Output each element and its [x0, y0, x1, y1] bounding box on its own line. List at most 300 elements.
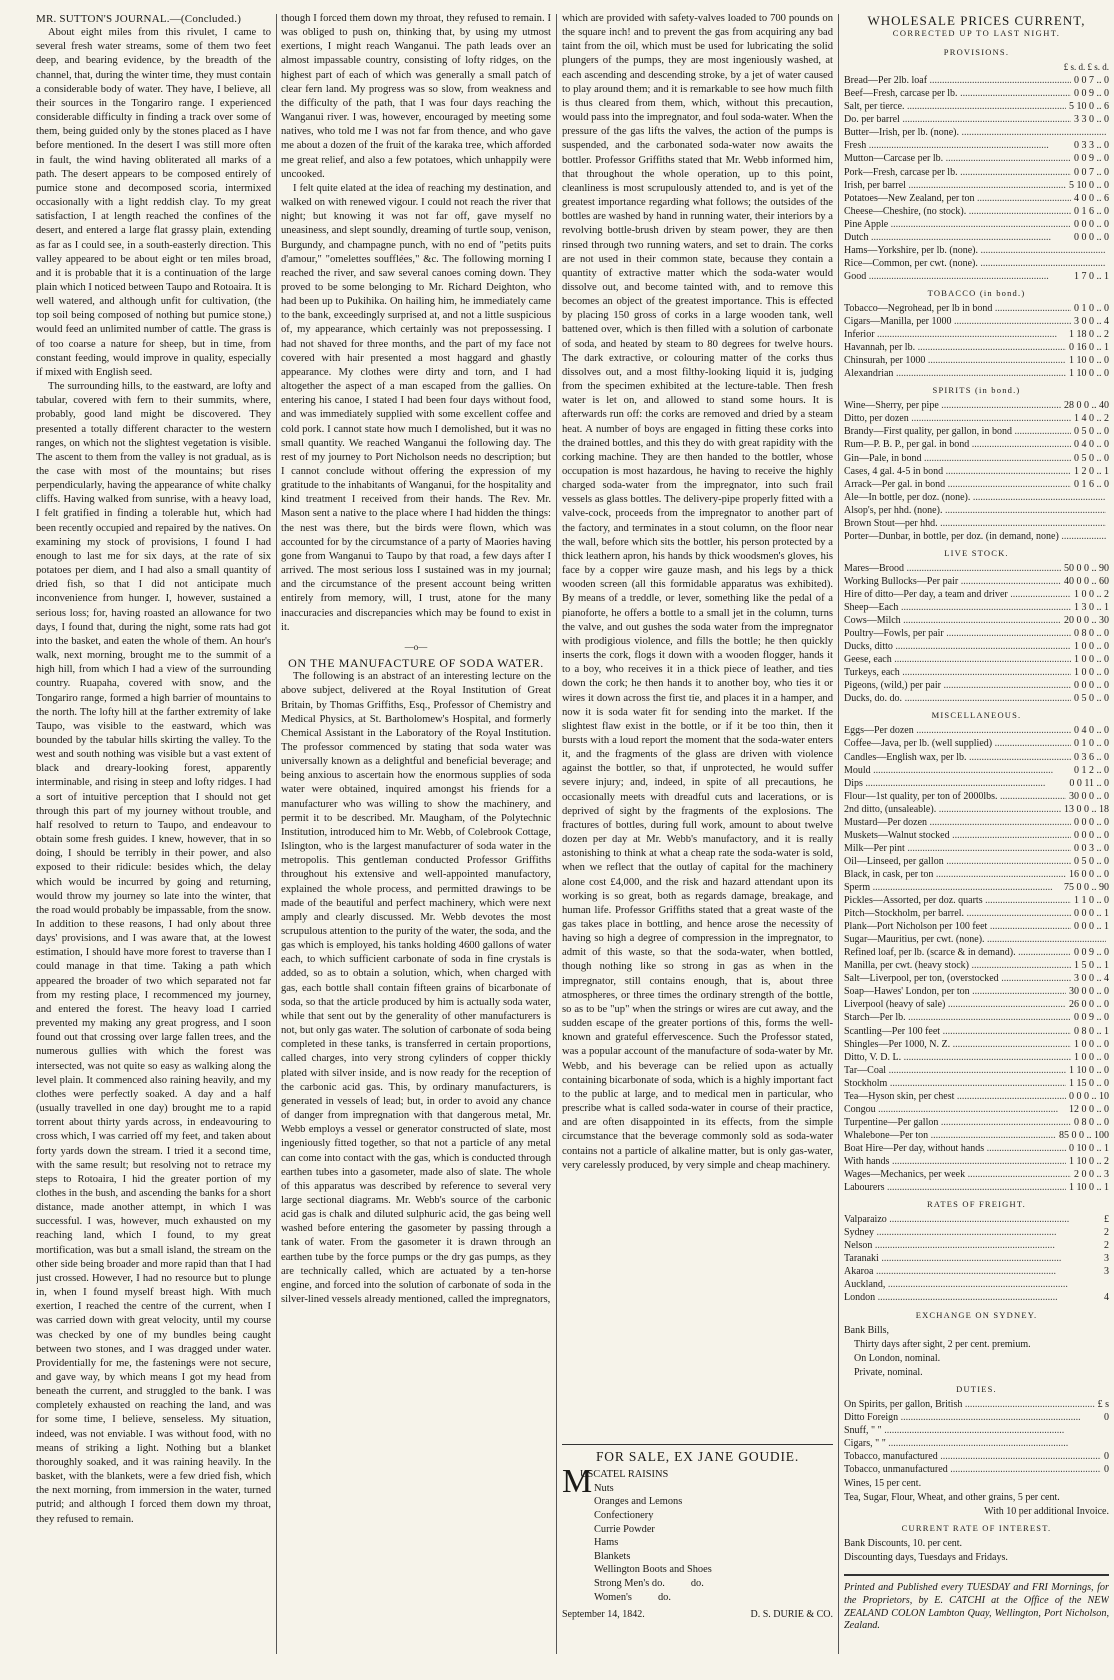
price-value: 1 0 0 .. 2: [1074, 588, 1109, 600]
price-item: Pork—Fresh, carcase per lb. .....: [844, 166, 1071, 179]
publisher-imprint: Printed and Published every TUESDAY and FRI Mornings, for the Proprietors, by E. CATCHI at the Office of the NEW ZEALAND COLON Lambton Quay, Wellington, Port Nicholson, Zealand.: [844, 1574, 1109, 1632]
advert-body: [562, 1463, 833, 1604]
price-row: [844, 751, 1109, 764]
price-value: 5 10 0 .. 0: [1069, 179, 1109, 191]
price-row: [844, 640, 1109, 653]
price-row: [844, 881, 1109, 894]
price-value: 4: [1104, 1292, 1109, 1304]
price-row: [844, 946, 1109, 959]
article-paragraph: I felt quite elated at the idea of reaching my destination, and walked on with renewed vigour. I could not reach the river that night; but knowing it was not far off, gave myself no uneasiness, and slept soundly, dreaming of turtle soup, venison, Burgundy, and champagne punch, with no end of "petits puits d'amour," "omelettes soufflées," &c. The following morning I reached the river, and saw several canoes coming down. They proved to be some belonging to Mr. Richard Deighton, who had been up to Pukihika. On hailing him, he immediately came to the bank, exceedingly surprised at, and not a little suspicious of, my appearance, which certainly was not prepossessing. I had not shaved for three months, and the part of my face not covered with hair presented a most haggard and ghastly appearance. My clothes were dirty and torn, and I had altogether the aspect of a man escaped from the gallies. On entering his canoe, I stated I had been four days without food, and was immediately supplied with some excellent coffee and cold pork. I cannot state how much I demolished, but it was no small quantity. We reached Wanganui the following day. The rest of my journey to Port Nicholson needs no description; but I cannot conclude without offering the expression of my gratitude to the inhabitants of Wanganui, for the hospitality and kind treatment I received from their hands. The Rev. Mr. Mason sent a native to the place where I had hidden the things: the nest was there, but the birds were flown, which was accounted for by the circumstance of a party of Maories having gone from Wanganui to Taupo by that road, a few days after I arrived. The most serious loss I sustained was in my journal; and the circumstance of the present account being written entirely from memory, will, I trust, atone for the many inaccuracies and discrepancies which may be found to exist in it.: [281, 182, 551, 633]
advert-item: Confectionery: [594, 1509, 654, 1521]
price-value: 3: [1104, 1253, 1109, 1265]
price-item: Pine Apple .....: [844, 218, 1071, 231]
price-row: [844, 692, 1109, 705]
price-row: [844, 575, 1109, 588]
advert-title: FOR SALE, EX JANE GOUDIE.: [562, 1444, 833, 1464]
price-row: [844, 601, 1109, 614]
price-row: [844, 205, 1109, 218]
price-row: [844, 244, 1109, 257]
price-row: [844, 1077, 1109, 1090]
price-item: Candles—English wax, per lb. .....: [844, 751, 1071, 764]
price-item: Mares—Brood .....: [844, 562, 1061, 575]
price-value: 0 0 3 .. 0: [1074, 842, 1109, 854]
price-item: Plank—Port Nicholson per 100 feet .....: [844, 920, 1071, 933]
price-item: Tobacco—Negrohead, per lb in bond .....: [844, 302, 1071, 315]
price-row: [844, 998, 1109, 1011]
article-title: MR. SUTTON'S JOURNAL.—(Concluded.): [36, 13, 242, 25]
price-item: Beef—Fresh, carcase per lb. .....: [844, 87, 1071, 100]
price-value: 0 4 0 .. 0: [1074, 439, 1109, 451]
column-rule: [556, 14, 557, 1654]
price-item: Ale—In bottle, per doz. (none). .....: [844, 491, 1106, 504]
price-value: 0: [1104, 1464, 1109, 1476]
price-value: [1106, 530, 1109, 543]
price-item: Brandy—First quality, per gallon, in bond .....: [844, 425, 1071, 438]
price-value: 0 0 9 .. 0: [1074, 947, 1109, 959]
price-row: [844, 1424, 1109, 1437]
price-row: [844, 1213, 1109, 1226]
price-row: [844, 452, 1109, 465]
price-item: Milk—Per pint .....: [844, 842, 1071, 855]
price-item: Valparaizo .....: [844, 1213, 1069, 1226]
price-item: Porter—Dunbar, in bottle, per doz. (in demand, none) .....: [844, 530, 1106, 543]
price-row: [844, 959, 1109, 972]
price-row: [844, 1116, 1109, 1129]
price-item: Manilla, per cwt. (heavy stock) .....: [844, 959, 1071, 972]
price-value: 0 5 0 .. 0: [1074, 452, 1109, 464]
advert-item: Strong Men's do. do.: [594, 1577, 704, 1589]
prices-title: WHOLESALE PRICES CURRENT,: [867, 13, 1086, 28]
price-row: [844, 1398, 1109, 1411]
price-value: [1106, 504, 1109, 517]
price-row: [844, 1291, 1109, 1304]
exchange-line: Private, nominal.: [854, 1366, 923, 1378]
price-item: Irish, per barrel .....: [844, 179, 1066, 192]
price-value: 2: [1104, 1227, 1109, 1239]
price-value: 2 0 0 .. 3: [1074, 1169, 1109, 1181]
price-value: 3 0 0 .. 4: [1074, 316, 1109, 328]
price-row: [844, 868, 1109, 881]
price-item: Cows—Milch .....: [844, 614, 1061, 627]
price-value: 0 0 0 .. 0: [1074, 218, 1109, 230]
price-row: [844, 139, 1109, 152]
price-row: [844, 724, 1109, 737]
price-row: [844, 1090, 1109, 1103]
prices-current-column: [844, 12, 1109, 1674]
price-item: Tea—Hyson skin, per chest .....: [844, 1090, 1066, 1103]
price-row: [844, 1226, 1109, 1239]
price-row: [844, 933, 1109, 946]
price-item: Tar—Coal .....: [844, 1064, 1066, 1077]
price-row: [844, 166, 1109, 179]
price-item: Working Bullocks—Per pair .....: [844, 575, 1061, 588]
price-row: [844, 87, 1109, 100]
price-item: Potatoes—New Zealand, per ton .....: [844, 192, 1071, 205]
column-3: [562, 12, 833, 1674]
price-value: 40 0 0 .. 60: [1064, 575, 1109, 587]
price-item: Alsop's, per hhd. (none). .....: [844, 504, 1106, 517]
price-value: 0 4 0 .. 0: [1074, 725, 1109, 737]
price-item: Mustard—Per dozen .....: [844, 816, 1071, 829]
price-value: 0 0 0 .. 1: [1074, 921, 1109, 933]
price-value: [1106, 126, 1109, 139]
soda-water-continued: [562, 12, 833, 1442]
price-value: 28 0 0 .. 40: [1064, 400, 1109, 412]
price-item: Mutton—Carcase per lb. .....: [844, 152, 1071, 165]
price-item: Akaroa .....: [844, 1265, 1056, 1278]
miscellaneous-list: [844, 724, 1109, 1194]
price-item: Congou .....: [844, 1103, 1058, 1116]
price-value: 0 0 7 .. 0: [1074, 166, 1109, 178]
price-value: 5 10 0 .. 6: [1069, 101, 1109, 113]
price-value: 1 0 0 .. 0: [1074, 641, 1109, 653]
price-item: Boat Hire—Per day, without hands .....: [844, 1142, 1066, 1155]
price-row: [844, 517, 1109, 530]
price-item: Dips .....: [844, 777, 1045, 790]
price-row: [844, 1064, 1109, 1077]
price-value: 1 2 0 .. 1: [1074, 465, 1109, 477]
price-row: [844, 530, 1109, 543]
price-value: 0 0 0 .. 0: [1074, 231, 1109, 243]
price-value: 0 3 6 .. 0: [1074, 751, 1109, 763]
price-value: 1 15 0 .. 0: [1069, 1077, 1109, 1089]
price-row: [844, 412, 1109, 425]
price-row: [844, 614, 1109, 627]
price-value: 1 1 0 .. 0: [1074, 895, 1109, 907]
price-value: 0: [1104, 1450, 1109, 1462]
price-item: Ducks, do. do. .....: [844, 692, 1071, 705]
price-row: [844, 1129, 1109, 1142]
column-2: [281, 12, 551, 1674]
price-row: [844, 367, 1109, 380]
price-item: Inferior .....: [844, 328, 1057, 341]
price-row: [844, 231, 1109, 244]
price-value: 3 3 0 .. 0: [1074, 114, 1109, 126]
price-row: [844, 152, 1109, 165]
price-item: Shingles—Per 1000, N. Z. .....: [844, 1038, 1071, 1051]
article-paragraph: About eight miles from this rivulet, I came to several fresh water streams, some of them two feet deep, and bearing evidence, by the breadth of the channel, that, during the winter time, they must contain a considerable body of water. They have, I believe, all their sources in the Tongariro range. I experienced considerable difficulty in finding a track over some of them, being guided only by the stones placed as I have before mentioned. In the desert I was still more often in fault, the wind having obliterated all marks of a path. The desert appears to be composed entirely of pumice stone and decomposed scoria, intermixed occasionally with a light reddish clay. To my great satisfaction, I at length reached the confines of the desert, and entered a large flat grassy plain, extending as far as I could see, in a south-easterly direction. This valley appeared to be about eight or ten miles broad, and it is probable that it is a continuation of the large plain which I noticed between Taupo and Rotoaira. It is well watered, and although unfit for cultivation, (the top soil being composed of nothing but pumice stone,) would feed an unlimited number of cattle. The grass is of too coarse a nature for sheep, but in time, from constant feeding, would improve in quality, especially if mixed with English seed.: [36, 27, 271, 378]
duties-note: Tea, Sugar, Flour, Wheat, and other grains, 5 per cent.: [844, 1492, 1060, 1504]
price-item: Bread—Per 2lb. loaf .....: [844, 74, 1071, 87]
price-row: [844, 113, 1109, 126]
section-separator: —o—: [404, 641, 428, 652]
price-row: [844, 126, 1109, 139]
price-value: [1106, 244, 1109, 257]
price-row: [844, 341, 1109, 354]
price-item: Good .....: [844, 270, 1049, 283]
price-value: [1106, 491, 1109, 504]
price-value: [1106, 1278, 1109, 1291]
price-row: [844, 855, 1109, 868]
advert-item: Wellington Boots and Shoes: [594, 1564, 712, 1576]
tobacco-list: [844, 302, 1109, 380]
price-item: Ducks, ditto .....: [844, 640, 1071, 653]
price-row: [844, 894, 1109, 907]
price-row: [844, 425, 1109, 438]
price-item: Havannah, per lb. .....: [844, 341, 1066, 354]
price-row: [844, 842, 1109, 855]
price-value: 0 0 11 .. 0: [1069, 777, 1109, 789]
price-value: 0 0 0 .. 1: [1074, 908, 1109, 920]
provisions-list: [844, 74, 1109, 283]
advert-item: Oranges and Lemons: [594, 1496, 683, 1508]
price-item: Alexandrian .....: [844, 367, 1066, 380]
price-row: [844, 1437, 1109, 1450]
price-item: Cheese—Cheshire, (no stock). .....: [844, 205, 1071, 218]
price-row: [844, 1168, 1109, 1181]
column-rule: [276, 14, 277, 1654]
price-item: Pickles—Assorted, per doz. quarts .....: [844, 894, 1071, 907]
column-rule: [838, 14, 839, 1654]
price-row: [844, 829, 1109, 842]
price-row: [844, 920, 1109, 933]
price-row: [844, 562, 1109, 575]
spirits-list: [844, 399, 1109, 543]
price-value: 0 1 2 .. 0: [1074, 764, 1109, 776]
price-item: Gin—Pale, in bond .....: [844, 452, 1071, 465]
price-row: [844, 1155, 1109, 1168]
price-item: London .....: [844, 1291, 1058, 1304]
price-row: [844, 504, 1109, 517]
price-value: 0 0 0 .. 0: [1074, 829, 1109, 841]
price-row: [844, 816, 1109, 829]
price-item: Cigars—Manilla, per 1000 .....: [844, 315, 1071, 328]
price-value: 1 0 0 .. 0: [1074, 654, 1109, 666]
article-paragraph: The following is an abstract of an interesting lecture on the above subject, delivered at the Royal Institution of Great Britain, by Thomas Griffiths, Esq., Professor of Chemistry and Medical Physics, at St. Bartholomew's Hospital, and formerly Chemical Assistant in the Laboratory of the Royal Institution. The professor commenced by stating that soda water was universally known as a delightful and beneficial beverage; and being anxious to ascertain how the enormous supplies of soda water were obtained, inquired amongst his friends for a manufacturer who was willing to show the machinery, and permit it to be described. Mr. Maugham, of the Polytechnic Institution, introduced him to Mr. Webb, of Colebrook Cottage, Islington, who is the largest manufacturer of soda water in the metropolis. This gentleman conducted Professor Griffiths throughout his extensive and well-appointed manufactory, explained the whole process, and permitted drawings to be made of the beautiful and perfect machinery, which were next amply and clearly discussed. Mr. Webb devotes the most scrupulous attention to the purity of the water, the soda, and the gas which is employed, his tanks holding 4600 gallons of water each, to which sufficient carbonate of soda in fine crystals is added, so as to obtain a solution, which, when charged with gas, each bottle shall contain fifteen grains of bicarbonate of soda, so that the article produced by him is actually soda water, while that sent out by the generality of other manufacturers is not, but only gas water. The solution of carbonate of soda being completed in these tanks, is transferred in certain proportions, called charges, into very strong cylinders of copper thickly plated with silver inside, and is now ready for the reception of the carbonic acid gas. This, by ordinary manufacturers, is generated in vessels of lead; but, in order to avoid any chance of danger from impregnation with that dangerous metal, Mr. Webb employs a vessel or generator constructed of slate, most ingeniously fitted together, so that not a particle of any metal can come into contact with the gas, which is conducted through earthen tubes into a gasometer, made also of slate. The whole of this apparatus was described by reference to several very large sectional diagrams. Mr. Webb's source of the carbonic acid gas is chalk and diluted sulphuric acid, the gas being well washed before entering the gasometer by passing through a tank of water. From the gasometer it is drawn through an earthen tube by the force pumps or the dry gas pumps, as they are technically called, which are actuated by a ten-horse engine, and forced into the solution of carbonate of soda in the silver-lined vessels already mentioned, called the impregnators,: [281, 671, 551, 1306]
advert-firm: D. S. DURIE & CO.: [750, 1609, 833, 1621]
exchange-line: Bank Bills,: [844, 1324, 890, 1336]
price-item: Oil—Linseed, per gallon .....: [844, 855, 1071, 868]
price-row: [844, 354, 1109, 367]
price-row: [844, 790, 1109, 803]
for-sale-advert: [562, 1444, 833, 1622]
price-item: Sugar—Mauritius, per cwt. (none). .....: [844, 933, 1106, 946]
section-heading: EXCHANGE ON SYDNEY.: [915, 1309, 1038, 1320]
duties-note: Wines, 15 per cent.: [844, 1478, 922, 1490]
price-item: Fresh .....: [844, 139, 1049, 152]
section-heading: MISCELLANEOUS.: [931, 710, 1022, 721]
price-item: Rum—P. B. P., per gal. in bond .....: [844, 438, 1071, 451]
price-row: [844, 100, 1109, 113]
price-value: 30 0 0 .. 0: [1069, 986, 1109, 998]
price-item: Stockholm .....: [844, 1077, 1066, 1090]
price-row: [844, 627, 1109, 640]
price-item: Wages—Mechanics, per week .....: [844, 1168, 1071, 1181]
price-item: Do. per barrel .....: [844, 113, 1071, 126]
price-row: [844, 588, 1109, 601]
price-item: With hands .....: [844, 1155, 1066, 1168]
price-row: [844, 257, 1109, 270]
soda-water-heading: ON THE MANUFACTURE OF SODA WATER.: [288, 656, 544, 671]
price-row: [844, 1411, 1109, 1424]
price-value: [1106, 1437, 1109, 1450]
price-value: 3: [1104, 1266, 1109, 1278]
price-value: 0 8 0 .. 1: [1074, 1025, 1109, 1037]
price-row: [844, 179, 1109, 192]
price-item: Auckland, .....: [844, 1278, 1068, 1291]
price-item: Pitch—Stockholm, per barrel. .....: [844, 907, 1071, 920]
price-value: 0 8 0 .. 0: [1074, 1116, 1109, 1128]
price-value: 0 0 0 .. 0: [1074, 680, 1109, 692]
price-row: [844, 777, 1109, 790]
price-value: 50 0 0 .. 90: [1064, 562, 1109, 574]
price-item: Geese, each .....: [844, 653, 1071, 666]
price-row: [844, 399, 1109, 412]
section-heading: PROVISIONS.: [943, 47, 1010, 58]
price-item: Refined loaf, per lb. (scarce & in demand). .....: [844, 946, 1071, 959]
price-item: Starch—Per lb. .....: [844, 1011, 1071, 1024]
price-item: Butter—Irish, per lb. (none). .....: [844, 126, 1106, 139]
price-item: Nelson .....: [844, 1239, 1055, 1252]
price-row: [844, 1181, 1109, 1194]
price-value: 4 0 0 .. 6: [1074, 192, 1109, 204]
price-row: [844, 1265, 1109, 1278]
price-row: [844, 1011, 1109, 1024]
duties-note: With 10 per additional Invoice.: [984, 1506, 1109, 1518]
price-value: 0 0 0 .. 0: [1074, 816, 1109, 828]
price-value: 30 0 0 .. 0: [1069, 790, 1109, 802]
price-row: [844, 1038, 1109, 1051]
price-row: [844, 192, 1109, 205]
price-value: 1 7 0 .. 1: [1074, 270, 1109, 282]
price-value: 0 5 0 .. 0: [1074, 693, 1109, 705]
price-row: [844, 679, 1109, 692]
article-paragraph: The surrounding hills, to the eastward, are lofty and tabular, covered with fern to their summits, where, probably, good land might be discovered. They presented a totally different character to the western ranges, on which not the slightest vegetation is visible. The ascent to them from the valley is not gradual, as is the case with most of the mountains; but rises perpendicularly, having the appearance of white chalky cliffs. Having walked from sunrise, with a heavy load, I felt gratified in finding a tolerable hut, which had been recently occupied and repaired by the natives. On examining my stock of provisions, I found I had enough to last me for six days, at the rate of six potatoes per diem, and I had also a small quantity of dried fish, so that I did not anticipate much inconvenience from hunger. I, however, sustained a serious loss; for, having roasted an allowance for two days, I found that, during the night, some rats had got into the basket, and eaten the whole of them. An hour's walk, next morning, brought me to the summit of a high hill, from which I had a view of the surrounding country. Ruapaha, covered with snow, and the Tongariro range, formed a high barrier of mountains to the north. The lofty hill at the farther extremity of lake Taupo, was visible to the eastward, which was bounded by the tabular hills skirting the valley. To the west and south nothing was visible but a vast extent of black and dreary-looking forest, apparently interminable, and rising in steep and lofty ridges. I had a sort of intuitive perception that I should not get through this part of my journey without trouble, and half resolved to return to Taupo, and endeavour to obtain some fresh guides. I knew, however, that in so doing, I should be terribly in their power, and also exposed to their ridicule: besides which, the delay which would be incurred by going and returning, would throw my journey so late into the winter, that the road would probably be impassable, from the snow. In addition to these reasons, I had only about three days' provisions, and I was aware that, at the lowest estimation, I should have more forest to traverse than I could manage in that time. Taking a path which appeared the broader of two which separated not far from my resting place, I recommenced my journey, and entered the forest. The heavy load I carried prevented my making any great progress, and I soon found out that crossing over large fallen trees, and the numerous gullies with which the forest was intersected, was not quite so easy as walking along the level plain. It commenced also raining heavily, and my clothes were perfectly soaked. A day and a half (usually travelled in one day) brought me to a rapid torrent about thirty yards across, in endeavouring to cross which, I was carried off my feet, and taken about forty yards down the stream. I tried it a second time, with the same result; but resolving not to retrace my steps to Rotoaira, I hid the greater portion of my clothes in the bush, and ascending the banks for a short distance, made another attempt, in which I was successful. I was, however, much exhausted on my reaching land, which I found, to my great mortification, was but a small island, the stream on the other side being broader and more rapid than that I had just crossed. However, I had no resource but to plunge in, when I found myself breast high. With much exertion, I reached the centre of the current, when I was carried down with great velocity, until my course was checked by one of my bundles being caught between two stones, and I was dragged under water. Providentially for me, the fastenings were not secure, and gave way, by which means I got my head from beneath the current, and struggled to the bank. I was completely exhausted on reaching the land, and was for some time, I believe, senseless. My situation, indeed, was not enviable. I was without food, with no means of striking a light. Nothing but a blanket thoroughly soaked, and it was raining heavily. In the basket, with the blankets, were a few dried fish, which the next morning, from immersion in the water, turned putrid; and although I forced them down my throat, they refused to remain.: [36, 381, 271, 1525]
price-item: Rice—Common, per cwt. (none). .....: [844, 257, 1106, 270]
advert-date: September 14, 1842.: [562, 1609, 645, 1621]
price-value: 1 0 0 .. 0: [1074, 1038, 1109, 1050]
interest-line: Discounting days, Tuesdays and Fridays.: [844, 1552, 1008, 1564]
price-value: 1 5 0 .. 1: [1074, 960, 1109, 972]
price-item: Muskets—Walnut stocked .....: [844, 829, 1071, 842]
price-value: 0 0 0 .. 10: [1069, 1090, 1109, 1102]
advert-footer: [562, 1608, 833, 1622]
price-row: [844, 1051, 1109, 1064]
price-row: [844, 1278, 1109, 1291]
advert-item: USCATEL RAISINS: [580, 1469, 669, 1481]
price-row: [844, 491, 1109, 504]
price-value: [1106, 933, 1109, 946]
advert-item: Nuts: [594, 1482, 614, 1494]
price-row: [844, 985, 1109, 998]
freight-list: [844, 1213, 1109, 1304]
duties-list: [844, 1398, 1109, 1476]
price-value: [1106, 517, 1109, 530]
price-item: Liverpool (heavy of sale) .....: [844, 998, 1066, 1011]
price-item: Salt—Liverpool, per ton, (overstocked .....: [844, 972, 1071, 985]
price-item: Poultry—Fowls, per pair .....: [844, 627, 1071, 640]
price-value: 75 0 0 .. 90: [1064, 882, 1109, 893]
section-heading: SPIRITS (in bond.): [932, 385, 1021, 396]
price-value: 0 0 9 .. 0: [1074, 88, 1109, 100]
price-value: 85 0 0 .. 100: [1059, 1129, 1109, 1141]
section-heading: CURRENT RATE OF INTEREST.: [901, 1523, 1052, 1534]
price-row: [844, 907, 1109, 920]
price-value: 0 5 0 .. 0: [1074, 426, 1109, 438]
price-item: Soap—Hawes' London, per ton .....: [844, 985, 1066, 998]
price-item: Tobacco, manufactured .....: [844, 1450, 1101, 1463]
price-row: [844, 328, 1109, 341]
live-stock-list: [844, 562, 1109, 706]
section-heading: LIVE STOCK.: [944, 547, 1009, 558]
price-value: 1 10 0 .. 0: [1069, 355, 1109, 367]
price-value: 1 10 0 .. 2: [1069, 1155, 1109, 1167]
price-item: Flour—1st quality, per ton of 2000lbs. .....: [844, 790, 1066, 803]
price-row: [844, 438, 1109, 451]
price-item: Ditto, V. D. L. .....: [844, 1051, 1071, 1064]
price-item: Labourers .....: [844, 1181, 1066, 1194]
interest-line: Bank Discounts, 10. per cent.: [844, 1538, 963, 1550]
section-heading: TOBACCO (in bond.): [927, 287, 1026, 298]
price-item: Sperm .....: [844, 881, 1053, 894]
price-value: 16 0 0 .. 0: [1069, 868, 1109, 880]
price-row: [844, 465, 1109, 478]
section-heading: RATES OF FREIGHT.: [927, 1199, 1026, 1210]
drop-cap: M: [562, 1463, 593, 1501]
price-item: Snuff, " " .....: [844, 1424, 1064, 1437]
advert-item: Currie Powder: [594, 1523, 655, 1535]
exchange-line: Thirty days after sight, 2 per cent. premium.: [854, 1338, 1031, 1350]
price-value: 13 0 0 .. 18: [1064, 803, 1109, 815]
price-row: [844, 653, 1109, 666]
price-value: 1 10 0 .. 0: [1069, 1064, 1109, 1076]
advert-item: Women's do.: [594, 1591, 671, 1603]
price-value: 20 0 0 .. 30: [1064, 615, 1109, 627]
price-value: 1 10 0 .. 1: [1069, 1182, 1109, 1194]
price-row: [844, 1142, 1109, 1155]
price-row: [844, 737, 1109, 750]
price-item: Pigeons, (wild,) per pair .....: [844, 679, 1071, 692]
price-row: [844, 1463, 1109, 1476]
price-value: 0 1 6 .. 0: [1074, 205, 1109, 217]
price-item: Turpentine—Per gallon .....: [844, 1116, 1071, 1129]
price-value: 1 10 0 .. 0: [1069, 368, 1109, 380]
price-item: Arrack—Per gal. in bond .....: [844, 478, 1071, 491]
price-value: 3 0 0 .. 4: [1074, 973, 1109, 985]
price-value: 12 0 0 .. 0: [1069, 1103, 1109, 1115]
price-value: 1 18 0 .. 2: [1069, 329, 1109, 341]
price-row: [844, 666, 1109, 679]
price-item: Wine—Sherry, per pipe .....: [844, 399, 1061, 412]
price-value: 0 8 0 .. 0: [1074, 628, 1109, 640]
price-value: 0 0 9 .. 0: [1074, 153, 1109, 165]
price-value: 0: [1104, 1411, 1109, 1423]
price-item: On Spirits, per gallon, British .....: [844, 1398, 1095, 1411]
price-value: [1106, 257, 1109, 270]
price-item: Ditto, per dozen .....: [844, 412, 1071, 425]
price-row: [844, 803, 1109, 816]
price-value: 0 10 0 .. 1: [1069, 1142, 1109, 1154]
article-paragraph: though I forced them down my throat, they refused to remain. I was obliged to push on, thinking that, by using my utmost exertions, I might reach Wanganui. The path leads over an almost impassable country, consisting of lofty ridges, on the highest part of each of which was generally a small patch of clear fern land. My progress was so slow, from weakness and the difficulty of the path, that I was four days reaching the Wanganui river. I was, however, encouraged by meeting some natives, who told me I was not far from thence, and who gave me about a dozen of the fruit of the karaka tree, which afforded me great relief, and also a few potatoes, which unhappily were uncooked.: [281, 13, 551, 180]
price-row: [844, 1239, 1109, 1252]
price-row: [844, 302, 1109, 315]
price-value: 1 0 0 .. 0: [1074, 1051, 1109, 1063]
price-value: 0 1 0 .. 0: [1074, 738, 1109, 750]
price-value: 2: [1104, 1240, 1109, 1252]
price-row: [844, 218, 1109, 231]
price-row: [844, 1025, 1109, 1038]
price-row: [844, 1252, 1109, 1265]
section-heading: DUTIES.: [956, 1383, 997, 1394]
price-item: 2nd ditto, (unsaleable). .....: [844, 803, 1061, 816]
price-item: Tobacco, unmanufactured .....: [844, 1463, 1101, 1476]
currency-units: £ s. d. £ s. d.: [1063, 62, 1109, 73]
price-value: 1 0 0 .. 0: [1074, 667, 1109, 679]
price-row: [844, 74, 1109, 87]
price-value: £ s: [1097, 1398, 1109, 1410]
price-item: Brown Stout—per hhd. .....: [844, 517, 1106, 530]
price-item: Ditto Foreign .....: [844, 1411, 1081, 1424]
